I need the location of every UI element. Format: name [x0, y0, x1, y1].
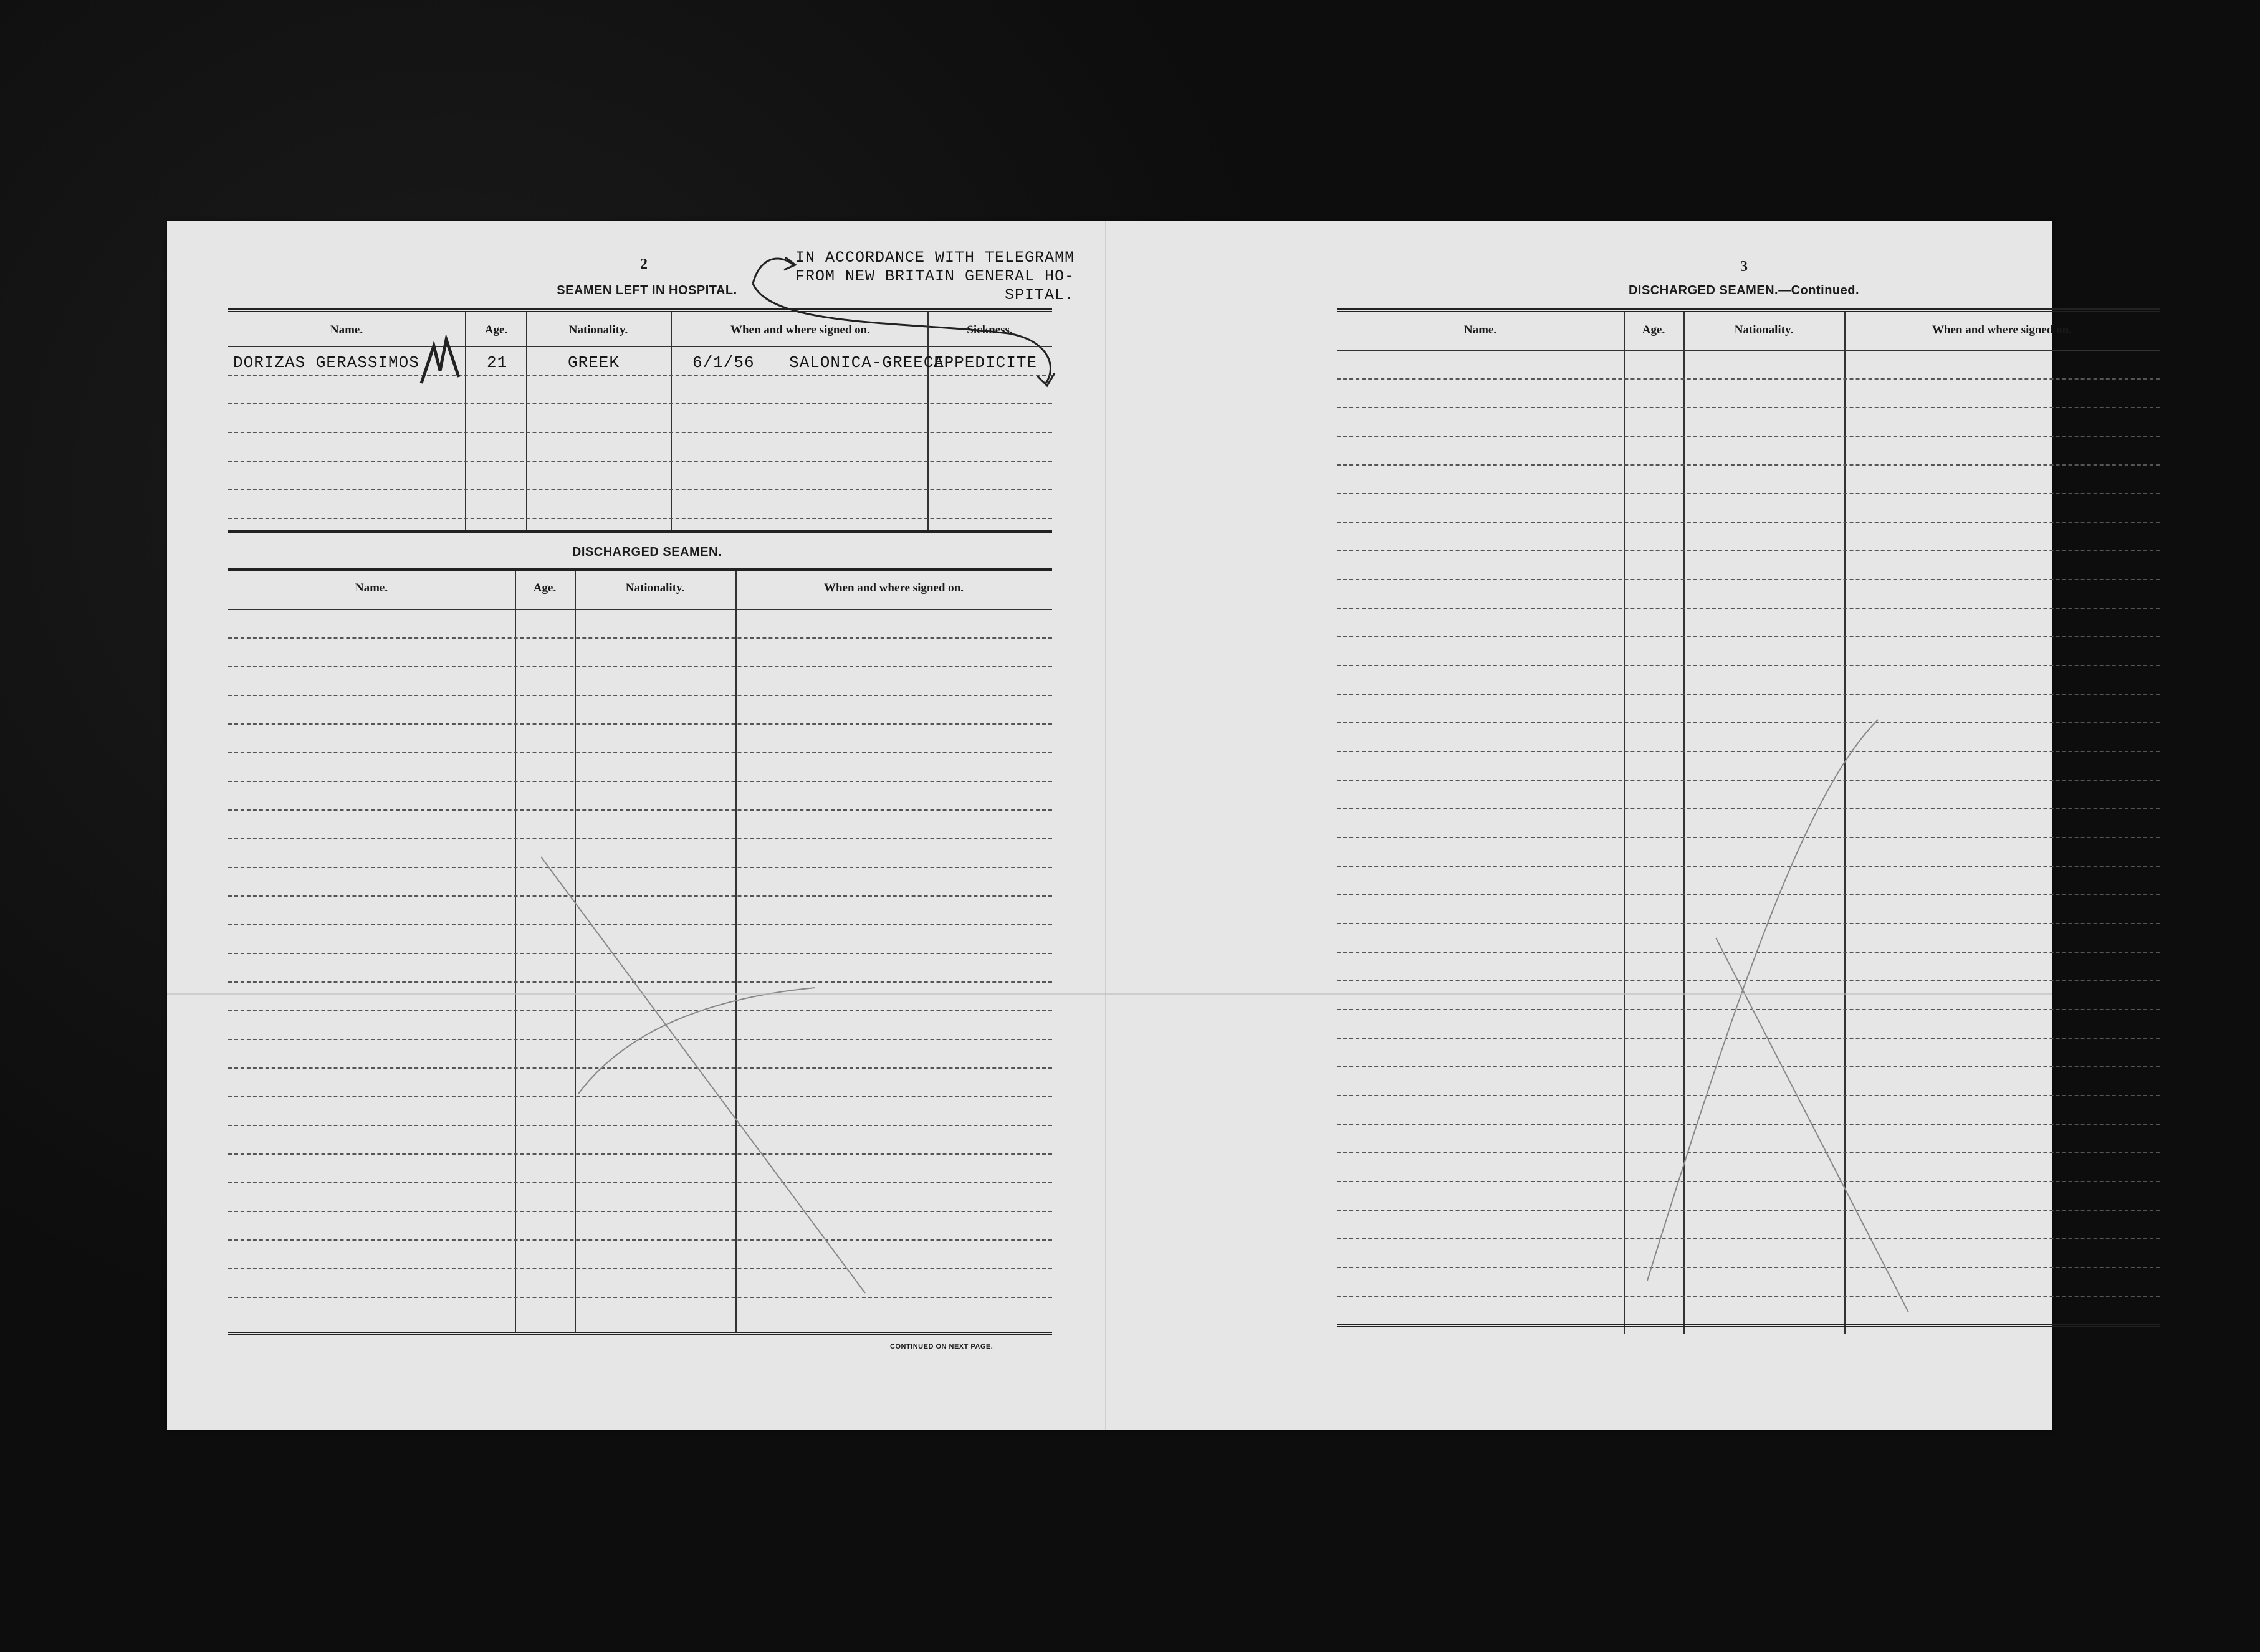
- discharged-section-title: DISCHARGED SEAMEN.: [572, 545, 722, 559]
- handwritten-mark: [396, 333, 477, 396]
- row-divider: [1337, 436, 2160, 437]
- row-divider: [228, 723, 1052, 725]
- seaman-nationality: GREEK: [568, 353, 620, 372]
- row-divider: [1337, 407, 2160, 408]
- col-header-nationality: Nationality.: [568, 323, 628, 337]
- right-section-title: DISCHARGED SEAMEN.—Continued.: [1628, 284, 1860, 297]
- header-rule: [228, 609, 1052, 610]
- row-divider: [228, 695, 1052, 696]
- seaman-name: DORIZAS GERASSIMOS: [233, 353, 419, 372]
- hospital-table: [228, 308, 1052, 542]
- column-divider: [526, 312, 527, 532]
- telegram-note-line: FROM NEW BRITAIN GENERAL HO-: [795, 267, 1075, 285]
- table-bottom-rule: [228, 530, 1052, 533]
- col-header-age: Age.: [484, 323, 508, 337]
- telegram-note-line: IN ACCORDANCE WITH TELEGRAMM: [795, 249, 1075, 267]
- continued-note: CONTINUED ON NEXT PAGE.: [890, 1343, 994, 1350]
- col-header-signed-on: When and where signed on.: [730, 323, 870, 337]
- table-top-rule: [1337, 308, 2160, 312]
- row-divider: [228, 838, 1052, 839]
- left-page: [167, 221, 1105, 1430]
- col-header-name: Name.: [330, 323, 363, 337]
- table-top-rule: [228, 568, 1052, 571]
- row-divider: [1337, 493, 2160, 494]
- row-divider: [228, 637, 1052, 639]
- row-divider: [228, 518, 1052, 519]
- col-header-nationality: Nationality.: [1734, 323, 1794, 337]
- row-divider: [1337, 378, 2160, 380]
- signed-on-place: SALONICA-GREECE: [789, 353, 945, 372]
- col-header-age: Age.: [533, 581, 557, 594]
- pencil-strokes: [541, 844, 915, 1306]
- row-divider: [228, 375, 1052, 376]
- document-sheet: [167, 221, 2072, 1430]
- right-page: [1105, 221, 2072, 1430]
- column-divider: [515, 571, 516, 1333]
- row-divider: [1337, 464, 2160, 466]
- page-number: 3: [1740, 259, 1748, 275]
- header-rule: [1337, 350, 2160, 351]
- row-divider: [228, 781, 1052, 782]
- row-divider: [228, 752, 1052, 753]
- row-divider: [228, 666, 1052, 667]
- pencil-strokes: [1554, 502, 1990, 1312]
- seaman-age: 21: [487, 353, 508, 372]
- row-divider: [228, 403, 1052, 404]
- col-header-sickness: Sickness.: [967, 323, 1013, 337]
- signed-on-date: 6/1/56: [692, 353, 755, 372]
- col-header-signed-on: When and where signed on.: [823, 581, 964, 594]
- row-divider: [228, 432, 1052, 433]
- horizontal-fold-crease: [167, 993, 2052, 995]
- column-divider: [927, 312, 929, 532]
- table-bottom-rule: [1337, 1324, 2160, 1327]
- row-divider: [228, 809, 1052, 811]
- column-divider: [671, 312, 672, 532]
- col-header-signed-on: When and where signed on.: [1932, 323, 2072, 337]
- row-divider: [228, 461, 1052, 462]
- col-header-nationality: Nationality.: [625, 581, 685, 594]
- col-header-age: Age.: [1642, 323, 1665, 337]
- row-divider: [228, 489, 1052, 490]
- col-header-name: Name.: [355, 581, 388, 594]
- sickness: APPEDICITE: [934, 353, 1038, 372]
- hospital-section-title: SEAMEN LEFT IN HOSPITAL.: [557, 284, 737, 297]
- page-number: 2: [640, 256, 648, 272]
- telegram-note-line: SPITAL.: [1005, 286, 1075, 304]
- col-header-name: Name.: [1463, 323, 1497, 337]
- table-bottom-rule: [228, 1332, 1052, 1335]
